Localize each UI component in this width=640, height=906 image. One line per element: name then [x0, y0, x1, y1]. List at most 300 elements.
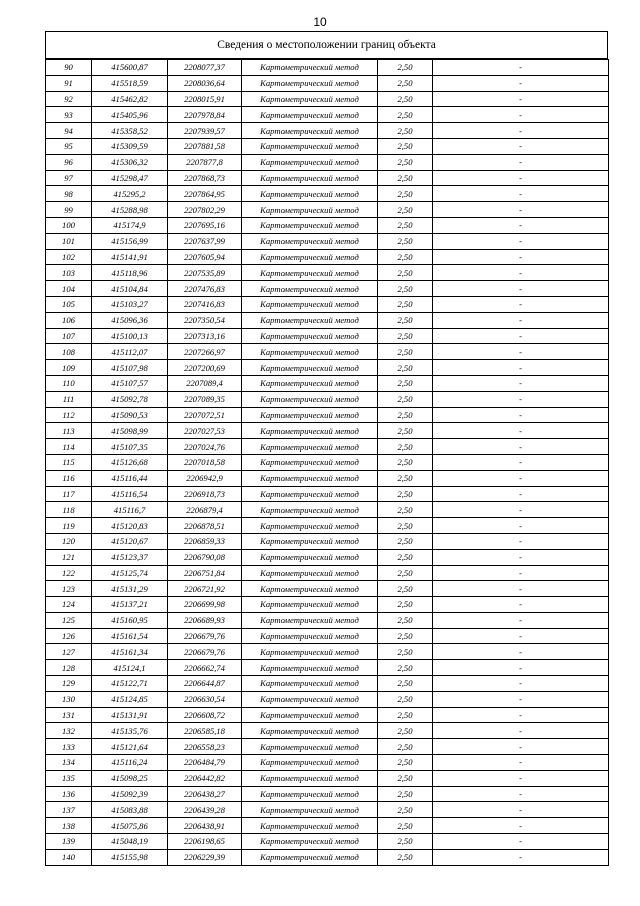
method-cell: Картометрический метод: [242, 454, 378, 470]
accuracy-cell: 2,50: [378, 660, 433, 676]
method-cell: Картометрический метод: [242, 439, 378, 455]
x-coordinate-cell: 415120,83: [92, 518, 168, 534]
x-coordinate-cell: 415141,91: [92, 249, 168, 265]
method-cell: Картометрический метод: [242, 328, 378, 344]
method-cell: Картометрический метод: [242, 834, 378, 850]
accuracy-cell: 2,50: [378, 107, 433, 123]
x-coordinate-cell: 415131,29: [92, 581, 168, 597]
table-row: [46, 217, 609, 233]
description-cell: -: [433, 581, 609, 597]
method-cell: Картометрический метод: [242, 770, 378, 786]
accuracy-cell: 2,50: [378, 786, 433, 802]
description-cell: -: [433, 123, 609, 139]
point-number-cell: 129: [46, 676, 92, 692]
accuracy-cell: 2,50: [378, 375, 433, 391]
description-cell: -: [433, 454, 609, 470]
point-number-cell: 117: [46, 486, 92, 502]
x-coordinate-cell: 415306,32: [92, 154, 168, 170]
table-row: [46, 565, 609, 581]
y-coordinate-cell: 2206438,27: [168, 786, 242, 802]
table-row: [46, 423, 609, 439]
table-row: [46, 834, 609, 850]
point-number-cell: 107: [46, 328, 92, 344]
description-cell: -: [433, 739, 609, 755]
x-coordinate-cell: 415358,52: [92, 123, 168, 139]
description-cell: -: [433, 107, 609, 123]
y-coordinate-cell: 2207313,16: [168, 328, 242, 344]
y-coordinate-cell: 2207024,76: [168, 439, 242, 455]
method-cell: Картометрический метод: [242, 486, 378, 502]
x-coordinate-cell: 415125,74: [92, 565, 168, 581]
point-number-cell: 91: [46, 75, 92, 91]
y-coordinate-cell: 2207605,94: [168, 249, 242, 265]
y-coordinate-cell: 2207535,89: [168, 265, 242, 281]
y-coordinate-cell: 2207695,16: [168, 217, 242, 233]
point-number-cell: 96: [46, 154, 92, 170]
description-cell: -: [433, 549, 609, 565]
table-row: [46, 391, 609, 407]
y-coordinate-cell: 2207072,51: [168, 407, 242, 423]
x-coordinate-cell: 415131,91: [92, 707, 168, 723]
table-row: [46, 770, 609, 786]
x-coordinate-cell: 415103,27: [92, 296, 168, 312]
table-row: [46, 407, 609, 423]
accuracy-cell: 2,50: [378, 644, 433, 660]
x-coordinate-cell: 415075,86: [92, 818, 168, 834]
point-number-cell: 112: [46, 407, 92, 423]
x-coordinate-cell: 415104,84: [92, 281, 168, 297]
page-number: 10: [313, 15, 327, 29]
point-number-cell: 133: [46, 739, 92, 755]
accuracy-cell: 2,50: [378, 344, 433, 360]
description-cell: -: [433, 186, 609, 202]
method-cell: Картометрический метод: [242, 533, 378, 549]
description-cell: -: [433, 360, 609, 376]
x-coordinate-cell: 415083,88: [92, 802, 168, 818]
y-coordinate-cell: 2206558,23: [168, 739, 242, 755]
description-cell: -: [433, 786, 609, 802]
description-cell: -: [433, 296, 609, 312]
boundary-sheet: [45, 31, 608, 866]
point-number-cell: 126: [46, 628, 92, 644]
description-cell: -: [433, 691, 609, 707]
method-cell: Картометрический метод: [242, 707, 378, 723]
point-number-cell: 130: [46, 691, 92, 707]
description-cell: -: [433, 502, 609, 518]
accuracy-cell: 2,50: [378, 360, 433, 376]
y-coordinate-cell: 2207200,69: [168, 360, 242, 376]
point-number-cell: 132: [46, 723, 92, 739]
point-number-cell: 121: [46, 549, 92, 565]
point-number-cell: 98: [46, 186, 92, 202]
x-coordinate-cell: 415090,53: [92, 407, 168, 423]
accuracy-cell: 2,50: [378, 407, 433, 423]
method-cell: Картометрический метод: [242, 660, 378, 676]
point-number-cell: 104: [46, 281, 92, 297]
accuracy-cell: 2,50: [378, 502, 433, 518]
table-row: [46, 802, 609, 818]
x-coordinate-cell: 415092,78: [92, 391, 168, 407]
description-cell: -: [433, 217, 609, 233]
table-row: [46, 138, 609, 154]
method-cell: Картометрический метод: [242, 312, 378, 328]
x-coordinate-cell: 415161,34: [92, 644, 168, 660]
accuracy-cell: 2,50: [378, 470, 433, 486]
accuracy-cell: 2,50: [378, 707, 433, 723]
x-coordinate-cell: 415100,13: [92, 328, 168, 344]
y-coordinate-cell: 2206790,08: [168, 549, 242, 565]
table-row: [46, 707, 609, 723]
accuracy-cell: 2,50: [378, 518, 433, 534]
x-coordinate-cell: 415309,59: [92, 138, 168, 154]
method-cell: Картометрический метод: [242, 217, 378, 233]
x-coordinate-cell: 415462,82: [92, 91, 168, 107]
table-row: [46, 249, 609, 265]
description-cell: -: [433, 75, 609, 91]
method-cell: Картометрический метод: [242, 107, 378, 123]
point-number-cell: 120: [46, 533, 92, 549]
accuracy-cell: 2,50: [378, 312, 433, 328]
y-coordinate-cell: 2206859,33: [168, 533, 242, 549]
table-row: [46, 691, 609, 707]
point-number-cell: 102: [46, 249, 92, 265]
table-row: [46, 186, 609, 202]
x-coordinate-cell: 415600,87: [92, 60, 168, 76]
method-cell: Картометрический метод: [242, 360, 378, 376]
x-coordinate-cell: 415135,76: [92, 723, 168, 739]
y-coordinate-cell: 2208036,64: [168, 75, 242, 91]
table-row: [46, 312, 609, 328]
point-number-cell: 124: [46, 597, 92, 613]
description-cell: -: [433, 233, 609, 249]
x-coordinate-cell: 415118,96: [92, 265, 168, 281]
accuracy-cell: 2,50: [378, 60, 433, 76]
x-coordinate-cell: 415112,07: [92, 344, 168, 360]
x-coordinate-cell: 415107,35: [92, 439, 168, 455]
table-row: [46, 786, 609, 802]
point-number-cell: 118: [46, 502, 92, 518]
table-row: [46, 154, 609, 170]
y-coordinate-cell: 2207978,84: [168, 107, 242, 123]
description-cell: -: [433, 707, 609, 723]
point-number-cell: 94: [46, 123, 92, 139]
accuracy-cell: 2,50: [378, 202, 433, 218]
description-cell: -: [433, 644, 609, 660]
description-cell: -: [433, 344, 609, 360]
table-row: [46, 344, 609, 360]
description-cell: -: [433, 849, 609, 865]
accuracy-cell: 2,50: [378, 91, 433, 107]
description-cell: -: [433, 60, 609, 76]
description-cell: -: [433, 533, 609, 549]
y-coordinate-cell: 2206918,73: [168, 486, 242, 502]
table-row: [46, 75, 609, 91]
x-coordinate-cell: 415161,54: [92, 628, 168, 644]
accuracy-cell: 2,50: [378, 391, 433, 407]
description-cell: -: [433, 628, 609, 644]
x-coordinate-cell: 415160,95: [92, 612, 168, 628]
description-cell: -: [433, 723, 609, 739]
accuracy-cell: 2,50: [378, 423, 433, 439]
point-number-cell: 139: [46, 834, 92, 850]
table-row: [46, 628, 609, 644]
point-number-cell: 97: [46, 170, 92, 186]
y-coordinate-cell: 2206484,79: [168, 755, 242, 771]
x-coordinate-cell: 415126,68: [92, 454, 168, 470]
point-number-cell: 111: [46, 391, 92, 407]
method-cell: Картометрический метод: [242, 676, 378, 692]
point-number-cell: 93: [46, 107, 92, 123]
method-cell: Картометрический метод: [242, 265, 378, 281]
description-cell: -: [433, 518, 609, 534]
point-number-cell: 106: [46, 312, 92, 328]
method-cell: Картометрический метод: [242, 296, 378, 312]
point-number-cell: 101: [46, 233, 92, 249]
y-coordinate-cell: 2206662,74: [168, 660, 242, 676]
x-coordinate-cell: 415107,98: [92, 360, 168, 376]
point-number-cell: 127: [46, 644, 92, 660]
point-number-cell: 99: [46, 202, 92, 218]
coordinates-table: [45, 59, 609, 866]
table-row: [46, 612, 609, 628]
table-row: [46, 597, 609, 613]
table-row: [46, 123, 609, 139]
table-row: [46, 502, 609, 518]
table-row: [46, 644, 609, 660]
description-cell: -: [433, 407, 609, 423]
method-cell: Картометрический метод: [242, 565, 378, 581]
method-cell: Картометрический метод: [242, 739, 378, 755]
accuracy-cell: 2,50: [378, 75, 433, 91]
point-number-cell: 100: [46, 217, 92, 233]
y-coordinate-cell: 2207802,29: [168, 202, 242, 218]
x-coordinate-cell: 415048,19: [92, 834, 168, 850]
table-row: [46, 296, 609, 312]
y-coordinate-cell: 2206585,18: [168, 723, 242, 739]
point-number-cell: 115: [46, 454, 92, 470]
description-cell: -: [433, 265, 609, 281]
y-coordinate-cell: 2206721,92: [168, 581, 242, 597]
description-cell: -: [433, 281, 609, 297]
method-cell: Картометрический метод: [242, 123, 378, 139]
method-cell: Картометрический метод: [242, 470, 378, 486]
table-row: [46, 91, 609, 107]
point-number-cell: 103: [46, 265, 92, 281]
table-row: [46, 265, 609, 281]
method-cell: Картометрический метод: [242, 407, 378, 423]
description-cell: -: [433, 486, 609, 502]
description-cell: -: [433, 834, 609, 850]
y-coordinate-cell: 2206679,76: [168, 644, 242, 660]
accuracy-cell: 2,50: [378, 597, 433, 613]
point-number-cell: 138: [46, 818, 92, 834]
method-cell: Картометрический метод: [242, 723, 378, 739]
table-row: [46, 660, 609, 676]
method-cell: Картометрический метод: [242, 818, 378, 834]
x-coordinate-cell: 415288,98: [92, 202, 168, 218]
description-cell: -: [433, 391, 609, 407]
accuracy-cell: 2,50: [378, 849, 433, 865]
x-coordinate-cell: 415518,59: [92, 75, 168, 91]
method-cell: Картометрический метод: [242, 202, 378, 218]
method-cell: Картометрический метод: [242, 549, 378, 565]
y-coordinate-cell: 2206438,91: [168, 818, 242, 834]
y-coordinate-cell: 2207266,97: [168, 344, 242, 360]
table-row: [46, 533, 609, 549]
y-coordinate-cell: 2206679,76: [168, 628, 242, 644]
y-coordinate-cell: 2207476,83: [168, 281, 242, 297]
y-coordinate-cell: 2207416,83: [168, 296, 242, 312]
accuracy-cell: 2,50: [378, 281, 433, 297]
y-coordinate-cell: 2208015,91: [168, 91, 242, 107]
description-cell: -: [433, 138, 609, 154]
method-cell: Картометрический метод: [242, 755, 378, 771]
description-cell: -: [433, 818, 609, 834]
y-coordinate-cell: 2207350,54: [168, 312, 242, 328]
description-cell: -: [433, 597, 609, 613]
method-cell: Картометрический метод: [242, 60, 378, 76]
method-cell: Картометрический метод: [242, 849, 378, 865]
point-number-cell: 128: [46, 660, 92, 676]
table-row: [46, 360, 609, 376]
method-cell: Картометрический метод: [242, 581, 378, 597]
table-row: [46, 439, 609, 455]
y-coordinate-cell: 2207881,58: [168, 138, 242, 154]
accuracy-cell: 2,50: [378, 723, 433, 739]
x-coordinate-cell: 415096,36: [92, 312, 168, 328]
coordinates-table-body: [46, 60, 609, 866]
accuracy-cell: 2,50: [378, 233, 433, 249]
y-coordinate-cell: 2207089,4: [168, 375, 242, 391]
y-coordinate-cell: 2207939,57: [168, 123, 242, 139]
y-coordinate-cell: 2206442,82: [168, 770, 242, 786]
accuracy-cell: 2,50: [378, 549, 433, 565]
y-coordinate-cell: 2207868,73: [168, 170, 242, 186]
accuracy-cell: 2,50: [378, 770, 433, 786]
x-coordinate-cell: 415124,1: [92, 660, 168, 676]
table-row: [46, 723, 609, 739]
table-row: [46, 849, 609, 865]
point-number-cell: 95: [46, 138, 92, 154]
accuracy-cell: 2,50: [378, 691, 433, 707]
x-coordinate-cell: 415122,71: [92, 676, 168, 692]
x-coordinate-cell: 415121,64: [92, 739, 168, 755]
point-number-cell: 135: [46, 770, 92, 786]
method-cell: Картометрический метод: [242, 502, 378, 518]
y-coordinate-cell: 2206229,39: [168, 849, 242, 865]
y-coordinate-cell: 2207027,53: [168, 423, 242, 439]
y-coordinate-cell: 2206644,87: [168, 676, 242, 692]
x-coordinate-cell: 415116,7: [92, 502, 168, 518]
x-coordinate-cell: 415123,37: [92, 549, 168, 565]
description-cell: -: [433, 202, 609, 218]
description-cell: -: [433, 660, 609, 676]
table-row: [46, 60, 609, 76]
point-number-cell: 109: [46, 360, 92, 376]
x-coordinate-cell: 415156,99: [92, 233, 168, 249]
accuracy-cell: 2,50: [378, 533, 433, 549]
x-coordinate-cell: 415137,21: [92, 597, 168, 613]
point-number-cell: 123: [46, 581, 92, 597]
accuracy-cell: 2,50: [378, 328, 433, 344]
method-cell: Картометрический метод: [242, 75, 378, 91]
point-number-cell: 108: [46, 344, 92, 360]
method-cell: Картометрический метод: [242, 281, 378, 297]
method-cell: Картометрический метод: [242, 423, 378, 439]
accuracy-cell: 2,50: [378, 676, 433, 692]
x-coordinate-cell: 415098,25: [92, 770, 168, 786]
method-cell: Картометрический метод: [242, 154, 378, 170]
point-number-cell: 125: [46, 612, 92, 628]
description-cell: -: [433, 375, 609, 391]
accuracy-cell: 2,50: [378, 186, 433, 202]
point-number-cell: 90: [46, 60, 92, 76]
table-row: [46, 676, 609, 692]
description-cell: -: [433, 676, 609, 692]
description-cell: -: [433, 249, 609, 265]
accuracy-cell: 2,50: [378, 439, 433, 455]
table-row: [46, 581, 609, 597]
y-coordinate-cell: 2206608,72: [168, 707, 242, 723]
table-row: [46, 549, 609, 565]
description-cell: -: [433, 423, 609, 439]
description-cell: -: [433, 802, 609, 818]
point-number-cell: 114: [46, 439, 92, 455]
accuracy-cell: 2,50: [378, 170, 433, 186]
accuracy-cell: 2,50: [378, 486, 433, 502]
x-coordinate-cell: 415298,47: [92, 170, 168, 186]
y-coordinate-cell: 2206751,84: [168, 565, 242, 581]
accuracy-cell: 2,50: [378, 802, 433, 818]
x-coordinate-cell: 415155,98: [92, 849, 168, 865]
table-row: [46, 107, 609, 123]
y-coordinate-cell: 2208077,37: [168, 60, 242, 76]
method-cell: Картометрический метод: [242, 518, 378, 534]
accuracy-cell: 2,50: [378, 138, 433, 154]
x-coordinate-cell: 415098,99: [92, 423, 168, 439]
accuracy-cell: 2,50: [378, 581, 433, 597]
point-number-cell: 137: [46, 802, 92, 818]
description-cell: -: [433, 612, 609, 628]
y-coordinate-cell: 2206439,28: [168, 802, 242, 818]
x-coordinate-cell: 415405,96: [92, 107, 168, 123]
table-row: [46, 755, 609, 771]
x-coordinate-cell: 415124,85: [92, 691, 168, 707]
table-row: [46, 328, 609, 344]
accuracy-cell: 2,50: [378, 154, 433, 170]
x-coordinate-cell: 415120,67: [92, 533, 168, 549]
point-number-cell: 92: [46, 91, 92, 107]
description-cell: -: [433, 470, 609, 486]
point-number-cell: 116: [46, 470, 92, 486]
table-row: [46, 233, 609, 249]
y-coordinate-cell: 2206630,54: [168, 691, 242, 707]
description-cell: -: [433, 154, 609, 170]
y-coordinate-cell: 2206942,9: [168, 470, 242, 486]
method-cell: Картометрический метод: [242, 802, 378, 818]
accuracy-cell: 2,50: [378, 249, 433, 265]
description-cell: -: [433, 328, 609, 344]
y-coordinate-cell: 2206878,51: [168, 518, 242, 534]
accuracy-cell: 2,50: [378, 454, 433, 470]
y-coordinate-cell: 2206689,93: [168, 612, 242, 628]
y-coordinate-cell: 2207089,35: [168, 391, 242, 407]
x-coordinate-cell: 415116,44: [92, 470, 168, 486]
accuracy-cell: 2,50: [378, 123, 433, 139]
y-coordinate-cell: 2207864,95: [168, 186, 242, 202]
point-number-cell: 136: [46, 786, 92, 802]
point-number-cell: 110: [46, 375, 92, 391]
